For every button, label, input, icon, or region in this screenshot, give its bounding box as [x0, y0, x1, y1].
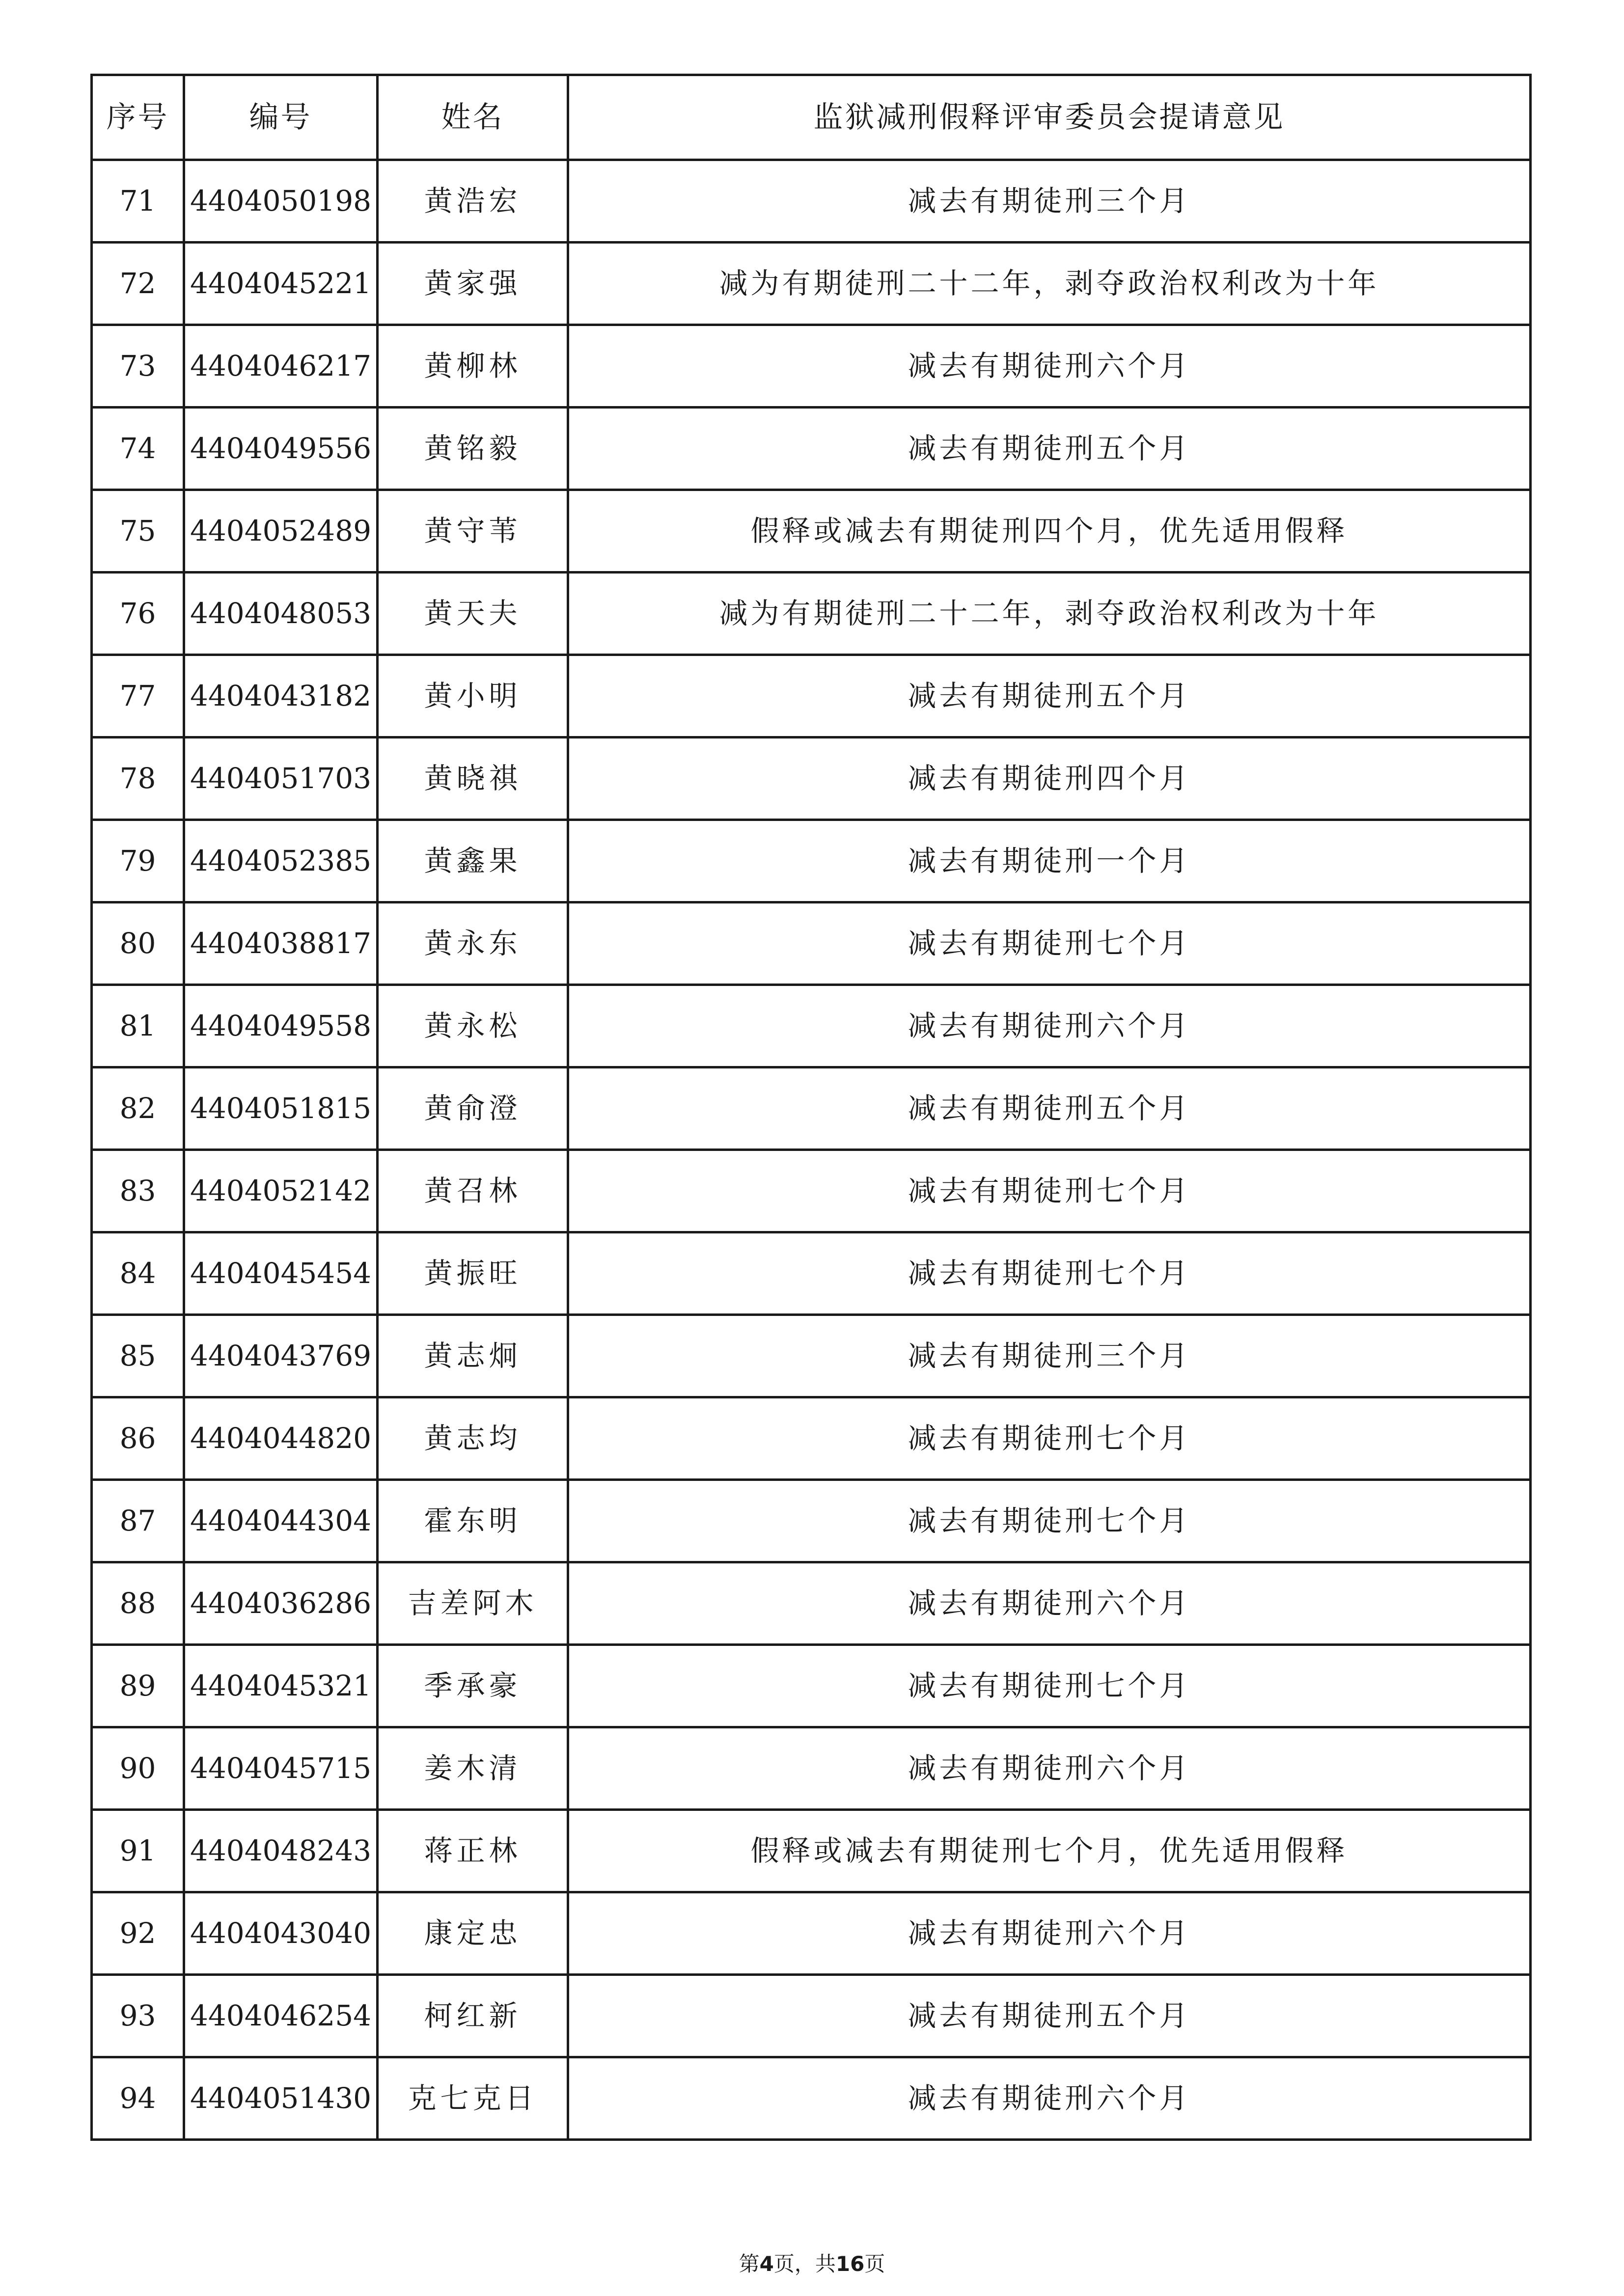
cell-seq: 88 [92, 1562, 184, 1645]
table-row [92, 325, 1531, 408]
cell-id: 4404051815 [184, 1067, 378, 1150]
cell-name: 黄永松 [378, 985, 568, 1067]
cell-seq: 84 [92, 1232, 184, 1315]
table-row [92, 1645, 1531, 1727]
cell-opinion: 减去有期徒刑五个月 [568, 408, 1531, 490]
cell-opinion: 减为有期徒刑二十二年，剥夺政治权利改为十年 [568, 573, 1531, 655]
cell-seq: 93 [92, 1975, 184, 2057]
table-row [92, 1975, 1531, 2057]
cell-id: 4404038817 [184, 902, 378, 985]
cell-seq: 74 [92, 408, 184, 490]
header-id: 编号 [184, 75, 378, 160]
cell-opinion: 减去有期徒刑三个月 [568, 160, 1531, 243]
cell-id: 4404044304 [184, 1480, 378, 1562]
cell-seq: 73 [92, 325, 184, 408]
cell-name: 吉差阿木 [378, 1562, 568, 1645]
cell-id: 4404045221 [184, 243, 378, 325]
cell-id: 4404045454 [184, 1232, 378, 1315]
cell-seq: 78 [92, 738, 184, 820]
page-footer [0, 2248, 1624, 2277]
table-row [92, 1727, 1531, 1810]
cell-opinion: 减为有期徒刑二十二年，剥夺政治权利改为十年 [568, 243, 1531, 325]
table-row [92, 1232, 1531, 1315]
cell-name: 黄俞澄 [378, 1067, 568, 1150]
cell-opinion: 减去有期徒刑六个月 [568, 2057, 1531, 2140]
header-name: 姓名 [378, 75, 568, 160]
table-row [92, 243, 1531, 325]
table-row [92, 1150, 1531, 1232]
cell-opinion: 减去有期徒刑五个月 [568, 655, 1531, 738]
cell-opinion: 减去有期徒刑七个月 [568, 1645, 1531, 1727]
cell-id: 4404043182 [184, 655, 378, 738]
cell-name: 黄铭毅 [378, 408, 568, 490]
cell-id: 4404048053 [184, 573, 378, 655]
footer-page-number: 4 [759, 2252, 774, 2276]
cell-id: 4404051430 [184, 2057, 378, 2140]
cell-seq: 89 [92, 1645, 184, 1727]
cell-seq: 71 [92, 160, 184, 243]
table-row [92, 820, 1531, 902]
cell-opinion: 减去有期徒刑六个月 [568, 1562, 1531, 1645]
table-row [92, 738, 1531, 820]
cell-seq: 92 [92, 1892, 184, 1975]
cell-seq: 91 [92, 1810, 184, 1892]
cell-id: 4404044820 [184, 1397, 378, 1480]
cell-seq: 86 [92, 1397, 184, 1480]
table-row [92, 902, 1531, 985]
cell-opinion: 减去有期徒刑五个月 [568, 1975, 1531, 2057]
cell-name: 柯红新 [378, 1975, 568, 2057]
cell-seq: 82 [92, 1067, 184, 1150]
table-row [92, 1315, 1531, 1397]
cell-seq: 94 [92, 2057, 184, 2140]
table-body [92, 160, 1531, 2140]
cell-seq: 72 [92, 243, 184, 325]
cell-name: 克七克日 [378, 2057, 568, 2140]
cell-seq: 87 [92, 1480, 184, 1562]
table-row [92, 1480, 1531, 1562]
cell-name: 霍东明 [378, 1480, 568, 1562]
cell-opinion: 减去有期徒刑一个月 [568, 820, 1531, 902]
cell-name: 黄召林 [378, 1150, 568, 1232]
cell-id: 4404045321 [184, 1645, 378, 1727]
cell-opinion: 减去有期徒刑七个月 [568, 1150, 1531, 1232]
table-row [92, 490, 1531, 573]
table-row [92, 1892, 1531, 1975]
cell-seq: 76 [92, 573, 184, 655]
cell-opinion: 减去有期徒刑六个月 [568, 325, 1531, 408]
cell-name: 季承豪 [378, 1645, 568, 1727]
header-opinion: 监狱减刑假释评审委员会提请意见 [568, 75, 1531, 160]
cell-id: 4404049558 [184, 985, 378, 1067]
cell-opinion: 减去有期徒刑六个月 [568, 1727, 1531, 1810]
cell-seq: 79 [92, 820, 184, 902]
cell-name: 黄志炯 [378, 1315, 568, 1397]
cell-opinion: 减去有期徒刑五个月 [568, 1067, 1531, 1150]
cell-id: 4404049556 [184, 408, 378, 490]
document-sheet [90, 74, 1529, 2141]
cell-name: 黄晓祺 [378, 738, 568, 820]
cell-seq: 75 [92, 490, 184, 573]
cell-id: 4404046217 [184, 325, 378, 408]
cell-id: 4404046254 [184, 1975, 378, 2057]
cell-name: 姜木清 [378, 1727, 568, 1810]
table-row [92, 573, 1531, 655]
cell-id: 4404050198 [184, 160, 378, 243]
cell-id: 4404052489 [184, 490, 378, 573]
cell-seq: 90 [92, 1727, 184, 1810]
cell-opinion: 减去有期徒刑七个月 [568, 1232, 1531, 1315]
header-seq: 序号 [92, 75, 184, 160]
cell-id: 4404051703 [184, 738, 378, 820]
cell-name: 黄永东 [378, 902, 568, 985]
cell-name: 蒋正林 [378, 1810, 568, 1892]
cell-opinion: 减去有期徒刑四个月 [568, 738, 1531, 820]
cell-opinion: 假释或减去有期徒刑七个月，优先适用假释 [568, 1810, 1531, 1892]
cell-seq: 80 [92, 902, 184, 985]
cell-id: 4404052385 [184, 820, 378, 902]
cell-id: 4404043040 [184, 1892, 378, 1975]
cell-name: 黄鑫果 [378, 820, 568, 902]
cell-name: 黄振旺 [378, 1232, 568, 1315]
cell-seq: 85 [92, 1315, 184, 1397]
table-row [92, 1067, 1531, 1150]
cell-id: 4404048243 [184, 1810, 378, 1892]
cell-name: 黄志均 [378, 1397, 568, 1480]
table-row [92, 1810, 1531, 1892]
table-row [92, 1397, 1531, 1480]
footer-suffix: 页 [864, 2252, 885, 2276]
cell-name: 黄浩宏 [378, 160, 568, 243]
footer-middle: 页，共 [773, 2252, 836, 2276]
cell-id: 4404045715 [184, 1727, 378, 1810]
cell-name: 康定忠 [378, 1892, 568, 1975]
cell-opinion: 减去有期徒刑七个月 [568, 902, 1531, 985]
table-row [92, 985, 1531, 1067]
table-row [92, 160, 1531, 243]
cell-name: 黄家强 [378, 243, 568, 325]
cell-id: 4404036286 [184, 1562, 378, 1645]
commutation-parole-table [90, 74, 1532, 2141]
cell-id: 4404052142 [184, 1150, 378, 1232]
cell-name: 黄小明 [378, 655, 568, 738]
cell-seq: 81 [92, 985, 184, 1067]
footer-total-pages: 16 [835, 2252, 865, 2276]
table-row [92, 655, 1531, 738]
cell-opinion: 减去有期徒刑六个月 [568, 985, 1531, 1067]
cell-opinion: 减去有期徒刑七个月 [568, 1480, 1531, 1562]
cell-opinion: 假释或减去有期徒刑四个月，优先适用假释 [568, 490, 1531, 573]
cell-name: 黄守苇 [378, 490, 568, 573]
cell-seq: 77 [92, 655, 184, 738]
cell-name: 黄柳林 [378, 325, 568, 408]
table-row [92, 2057, 1531, 2140]
cell-name: 黄天夫 [378, 573, 568, 655]
footer-prefix: 第 [739, 2252, 760, 2276]
cell-opinion: 减去有期徒刑七个月 [568, 1397, 1531, 1480]
table-row [92, 408, 1531, 490]
cell-seq: 83 [92, 1150, 184, 1232]
cell-opinion: 减去有期徒刑六个月 [568, 1892, 1531, 1975]
table-header-row [92, 75, 1531, 160]
cell-opinion: 减去有期徒刑三个月 [568, 1315, 1531, 1397]
cell-id: 4404043769 [184, 1315, 378, 1397]
table-row [92, 1562, 1531, 1645]
